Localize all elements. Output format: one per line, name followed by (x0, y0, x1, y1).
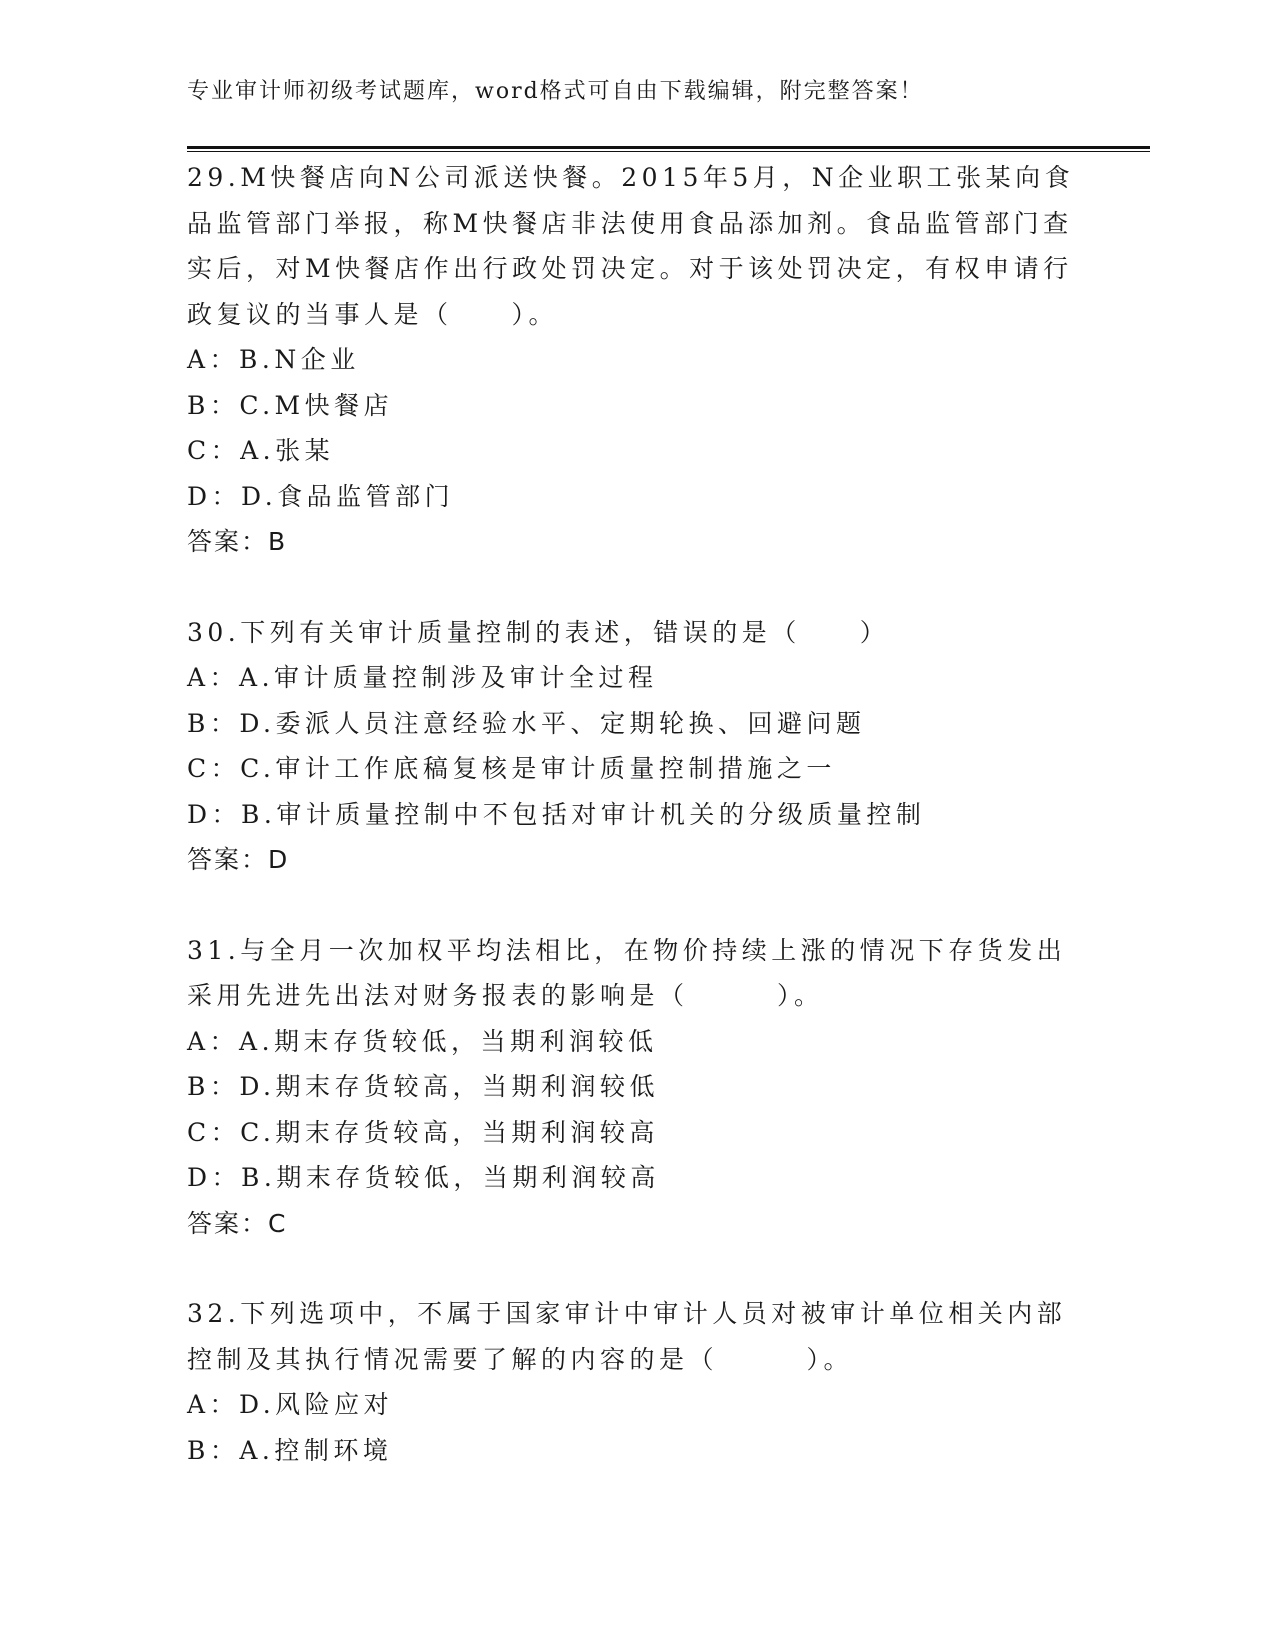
option-b: B：D.委派人员注意经验水平、定期轮换、回避问题 (187, 708, 866, 738)
option-a: A：A.审计质量控制涉及审计全过程 (187, 663, 658, 692)
question-stem: 32.下列选项中，不属于国家审计中审计人员对被审计单位相关内部控制及其执行情况需要了解的内容的是（ ）。 (187, 1299, 1067, 1374)
option-b: B：D.期末存货较高，当期利润较低 (187, 1072, 659, 1101)
option-c: C：C.审计工作底稿复核是审计质量控制措施之一 (187, 754, 836, 783)
question-31 (187, 928, 1087, 1247)
question-29 (187, 155, 1087, 565)
option-d: D：B.审计质量控制中不包括对审计机关的分级质量控制 (187, 799, 926, 829)
header-rule-thick (187, 146, 1150, 149)
header-rule-thin (187, 151, 1150, 152)
question-32 (187, 1291, 1087, 1473)
option-c: C：A.张某 (187, 436, 335, 465)
question-stem: 29.M快餐店向N公司派送快餐。2015年5月，N企业职工张某向食品监管部门举报，称M快餐店非法使用食品添加剂。食品监管部门查实后，对M快餐店作出行政处罚决定。对于该处罚决定，有权申请行政复议的当事人是（ ）。 (187, 163, 1075, 329)
question-list (187, 155, 1087, 1518)
option-c: C：C.期末存货较高，当期利润较高 (187, 1117, 659, 1147)
option-b: B：C.M快餐店 (187, 390, 394, 420)
answer-text: 答案：C (187, 1208, 288, 1238)
option-d: D：B.期末存货较低，当期利润较高 (187, 1163, 660, 1192)
page-header: 专业审计师初级考试题库，word格式可自由下载编辑，附完整答案！ (187, 79, 924, 104)
option-d: D：D.食品监管部门 (187, 481, 455, 511)
option-a: A：A.期末存货较低，当期利润较低 (187, 1026, 658, 1056)
question-30 (187, 610, 1087, 883)
answer-text: 答案：D (187, 845, 290, 874)
answer-text: 答案：B (187, 527, 288, 556)
option-a: A：B.N企业 (187, 345, 360, 374)
option-b: B：A.控制环境 (187, 1435, 393, 1465)
question-stem: 30.下列有关审计质量控制的表述，错误的是（ ） (187, 617, 890, 647)
question-stem: 31.与全月一次加权平均法相比，在物价持续上涨的情况下存货发出采用先进先出法对财务报表的影响是（ ）。 (187, 935, 1067, 1010)
option-a: A：D.风险应对 (187, 1390, 394, 1419)
